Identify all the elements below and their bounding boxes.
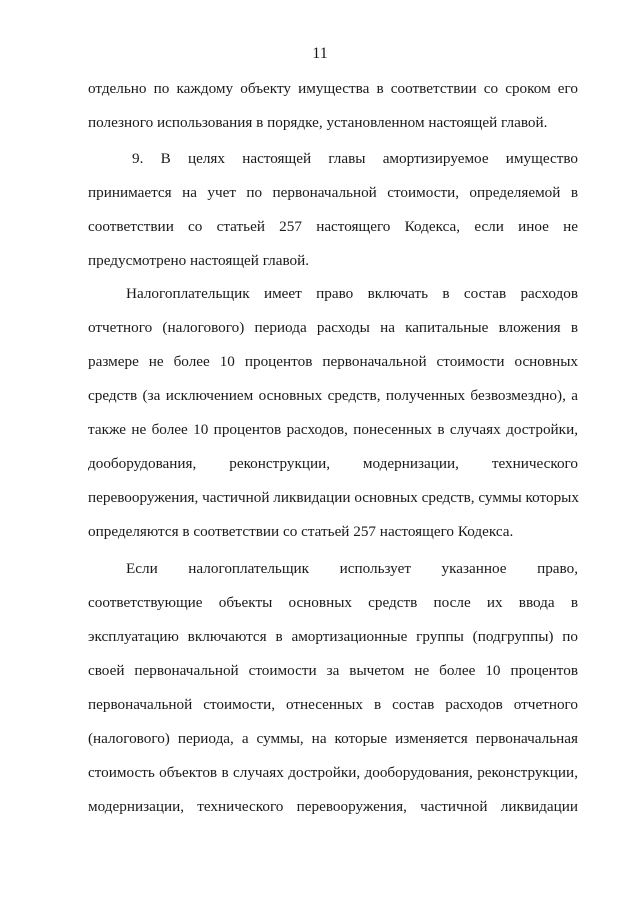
text-line: стоимость объектов в случаях достройки, дооборудования, реконструкции,	[88, 764, 578, 781]
text-line: предусмотрено настоящей главой.	[88, 252, 310, 269]
text-line: 9. В целях настоящей главы амортизируемое имущество	[132, 150, 578, 167]
text-line: принимается на учет по первоначальной стоимости, определяемой в	[88, 184, 578, 201]
text-line: определяются в соответствии со статьей 257 настоящего Кодекса.	[88, 523, 514, 540]
paragraph-3	[88, 277, 578, 549]
text-line: соответствующие объекты основных средств после их ввода в	[88, 594, 578, 611]
text-line: размере не более 10 процентов первоначальной стоимости основных	[88, 353, 578, 370]
text-line: соответствии со статьей 257 настоящего Кодекса, если иное не	[88, 218, 578, 235]
text-line: полезного использования в порядке, установленном настоящей главой.	[88, 114, 548, 131]
paragraph-2	[88, 142, 578, 278]
text-line: Налогоплательщик имеет право включать в состав расходов	[126, 285, 578, 302]
paragraph-4	[88, 552, 578, 824]
text-line: своей первоначальной стоимости за вычетом не более 10 процентов	[88, 662, 578, 679]
text-line: перевооружения, частичной ликвидации основных средств, суммы которых	[88, 489, 579, 506]
text-line: отчетного (налогового) периода расходы на капитальные вложения в	[88, 319, 578, 336]
text-line: эксплуатацию включаются в амортизационные группы (подгруппы) по	[88, 628, 578, 645]
text-line: средств (за исключением основных средств, полученных безвозмездно), а	[88, 387, 578, 404]
text-line: также не более 10 процентов расходов, понесенных в случаях достройки,	[88, 421, 578, 438]
text-line: (налогового) периода, а суммы, на которые изменяется первоначальная	[88, 730, 578, 747]
paragraph-1	[88, 72, 578, 140]
text-line: дооборудования, реконструкции, модернизации, технического	[88, 455, 578, 472]
text-line: модернизации, технического перевооружения, частичной ликвидации	[88, 798, 578, 815]
page-number: 11	[312, 45, 328, 62]
text-line: отдельно по каждому объекту имущества в соответствии со сроком его	[88, 80, 578, 97]
text-line: первоначальной стоимости, отнесенных в состав расходов отчетного	[88, 696, 578, 713]
text-line: Если налогоплательщик использует указанное право,	[126, 560, 578, 577]
